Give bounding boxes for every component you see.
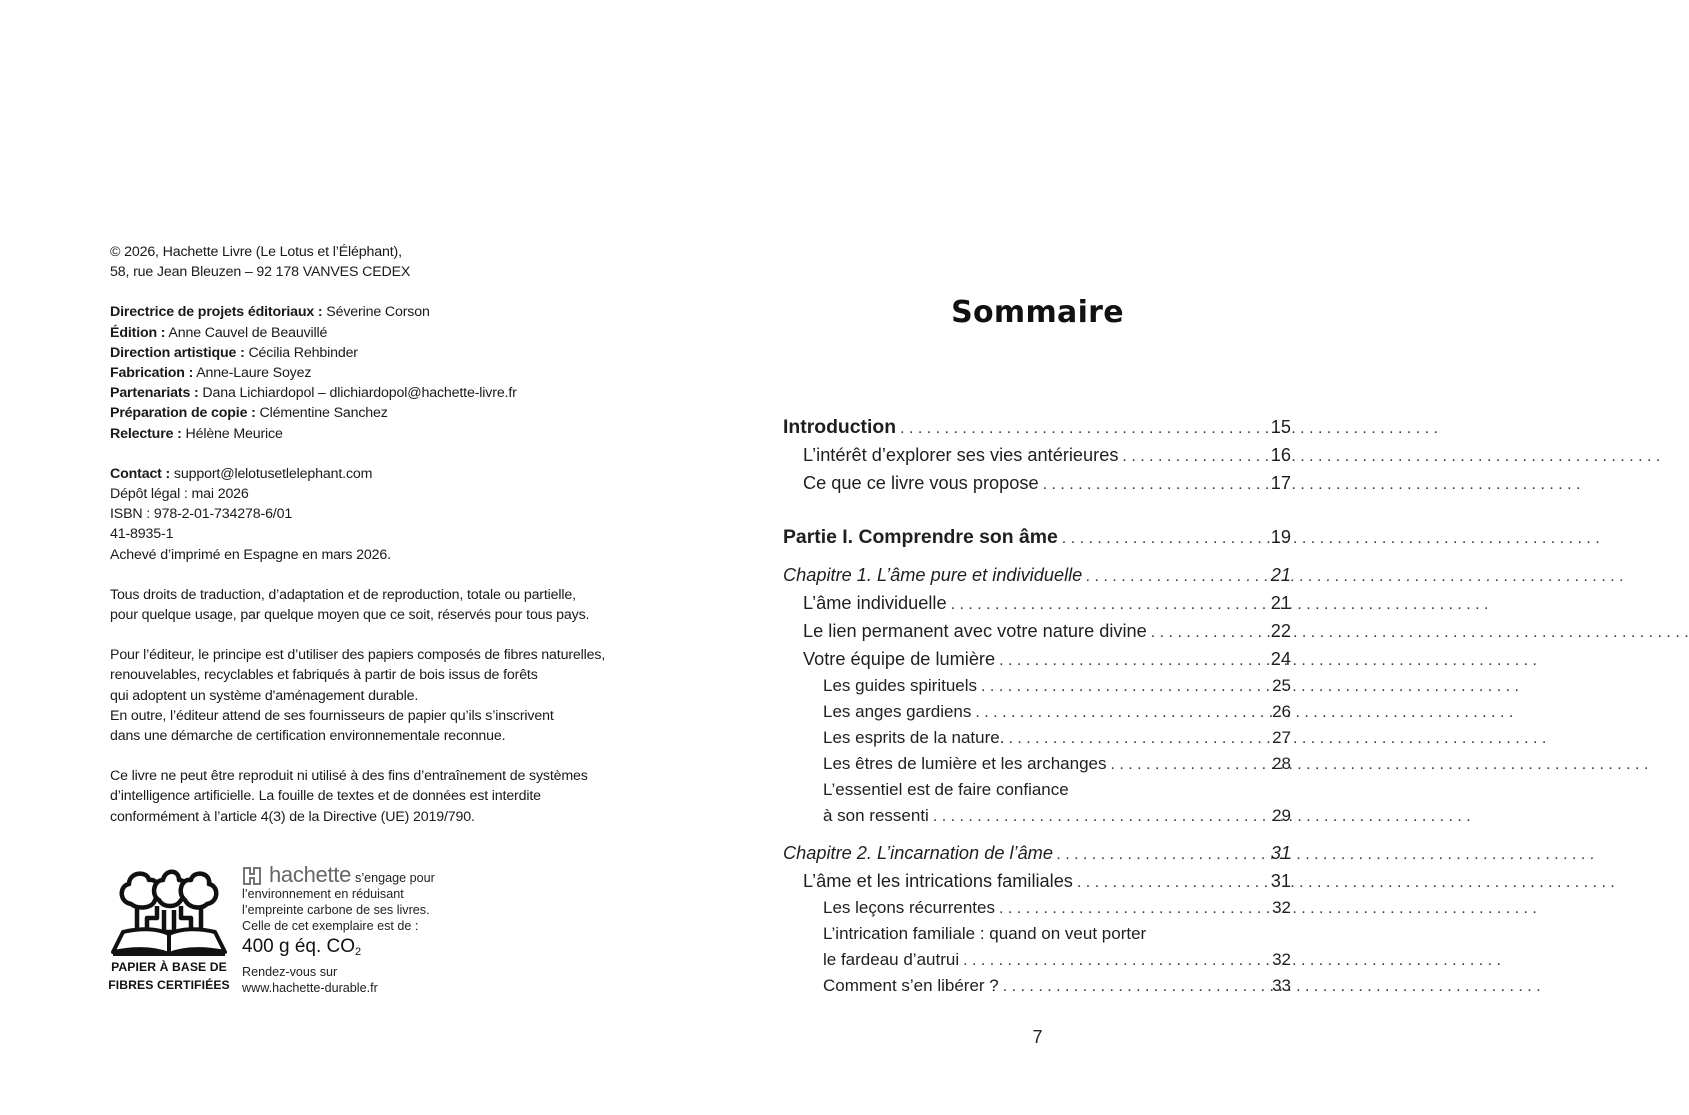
toc-entry-title: le fardeau d’autrui [823, 950, 960, 969]
credit-name: Anne Cauvel de Beauvillé [165, 324, 328, 341]
toc-spacer [783, 829, 1291, 839]
toc-entry[interactable] [783, 725, 1291, 751]
toc-entry[interactable] [783, 803, 1291, 829]
contact-line [110, 464, 630, 484]
credit-line [110, 363, 630, 383]
rights-block [110, 585, 630, 625]
isbn: ISBN : 978-2-01-734278-6/01 [110, 506, 293, 523]
co2-subscript: 2 [355, 945, 362, 958]
legal-block [110, 464, 630, 565]
credit-role: Directrice de projets éditoriaux : [110, 304, 323, 321]
address-line: 58, rue Jean Bleuzen – 92 178 VANVES CEDEX [110, 264, 411, 281]
dot-leader [933, 804, 1471, 830]
legal-deposit: Dépôt légal : mai 2026 [110, 486, 249, 503]
visit-line: Rendez-vous sur [242, 964, 338, 979]
toc-entry-page: 17 [1270, 473, 1291, 493]
credit-role: Partenariats : [110, 385, 199, 402]
dot-leader [1122, 443, 1660, 471]
credit-role: Direction artistique : [110, 344, 245, 361]
dot-leader [1057, 841, 1595, 869]
toc-entry-title: à son ressenti [823, 806, 929, 825]
co2-amount: 400 g éq. CO [242, 935, 356, 957]
credit-name: Hélène Meurice [181, 425, 283, 442]
certified-paper-label-2: FIBRES CERTIFIÉES [108, 977, 230, 992]
toc-entry-page: 27 [1272, 728, 1291, 747]
toc-entry[interactable] [783, 469, 1291, 497]
paper-policy-line: renouvelables, recyclables et fabriqués à partir de bois issus de forêts [110, 667, 538, 684]
hachette-logo-icon [242, 866, 262, 886]
hachette-durable-link: www.hachette-durable.fr [242, 980, 378, 995]
table-of-contents [783, 413, 1291, 999]
toc-entry[interactable] [783, 751, 1291, 777]
dot-leader [1043, 471, 1581, 499]
carbon-line: l’environnement en réduisant [242, 887, 404, 901]
toc-spacer [783, 497, 1291, 523]
credit-name: Anne-Laure Soyez [193, 365, 312, 382]
toc-entry[interactable] [783, 441, 1291, 469]
toc-entry[interactable] [783, 561, 1291, 589]
dot-leader [981, 674, 1519, 700]
credit-line [110, 403, 630, 423]
toc-entry[interactable] [783, 589, 1291, 617]
paper-policy-line: Pour l’éditeur, le principe est d’utiliser des papiers composés de fibres naturelles, [110, 647, 606, 664]
paper-policy-block [110, 645, 630, 746]
credit-name: Clémentine Sanchez [255, 405, 388, 422]
ai-notice-line: Ce livre ne peut être reproduit ni utilisé à des fins d’entraînement de systèmes [110, 768, 588, 785]
credit-line [110, 383, 630, 403]
toc-entry-page: 25 [1272, 676, 1291, 695]
toc-entry-page: 21 [1270, 593, 1291, 613]
toc-entry[interactable] [783, 523, 1291, 551]
rights-line: pour quelque usage, par quelque moyen que ce soit, réservés pour tous pays. [110, 607, 590, 624]
hachette-brand-row [242, 864, 472, 886]
toc-entry-page: 22 [1270, 621, 1291, 641]
paper-policy-line: qui adoptent un système d'aménagement durable. [110, 687, 419, 704]
toc-entry-title: L’âme individuelle [803, 593, 947, 613]
dot-leader [975, 700, 1513, 726]
ai-notice-block [110, 766, 630, 827]
credit-line [110, 302, 630, 322]
colophon [110, 242, 630, 847]
credit-role: Édition : [110, 324, 166, 341]
co2-value [242, 935, 472, 964]
toc-entry-title: L’intérêt d’explorer ses vies antérieures [803, 445, 1119, 465]
toc-entry-page: 31 [1270, 843, 1291, 863]
toc-entry-page: 32 [1272, 898, 1291, 917]
dot-leader [900, 415, 1438, 443]
toc-entry-title: Ce que ce livre vous propose [803, 473, 1039, 493]
certified-paper-badge [108, 866, 230, 993]
toc-entry[interactable] [783, 895, 1291, 921]
toc-entry-page: 31 [1270, 871, 1291, 891]
credit-line [110, 323, 630, 343]
toc-entry-title: Introduction [783, 416, 897, 438]
ai-notice-line: d’intelligence artificielle. La fouille de textes et de données est interdite [110, 788, 541, 805]
credit-name: Dana Lichiardopol – dlichiardopol@hachette-livre.fr [198, 385, 517, 402]
toc-entry-title: L’essentiel est de faire confiance [823, 780, 1069, 799]
credits-block [110, 302, 630, 443]
dot-leader [963, 948, 1501, 974]
credit-name: Cécilia Rehbinder [244, 344, 358, 361]
toc-entry-title: Les guides spirituels [823, 676, 978, 695]
paper-policy-line: dans une démarche de certification environnementale reconnue. [110, 728, 506, 745]
rights-line: Tous droits de traduction, d’adaptation et de reproduction, totale ou partielle, [110, 586, 576, 603]
paper-policy-line: En outre, l’éditeur attend de ses fournisseurs de papier qu’ils s’inscrivent [110, 707, 554, 724]
toc-entry-title: Chapitre 2. L’incarnation de l’âme [783, 843, 1053, 863]
carbon-line: Celle de cet exemplaire est de : [242, 919, 419, 934]
dot-leader [1062, 525, 1600, 553]
toc-entry[interactable] [783, 413, 1291, 441]
dot-leader [1077, 869, 1615, 897]
toc-entry[interactable] [783, 973, 1291, 999]
toc-entry[interactable] [783, 867, 1291, 895]
ai-notice-line: conformément à l’article 4(3) de la Directive (UE) 2019/790. [110, 808, 475, 825]
toc-entry-title: Comment s’en libérer ? [823, 976, 999, 995]
page-number: 7 [1032, 1027, 1043, 1047]
toc-entry-page: 24 [1270, 649, 1291, 669]
contact-label: Contact : [110, 465, 171, 482]
toc-entry-page: 33 [1272, 976, 1291, 995]
toc-entry-title: Partie I. Comprendre son âme [783, 526, 1058, 548]
trees-book-icon [109, 866, 229, 958]
toc-entry[interactable] [783, 617, 1291, 645]
copyright-line: © 2026, Hachette Livre (Le Lotus et l’Éléphant), [110, 244, 402, 260]
toc-entry-title: L’intrication familiale : quand on veut porter [823, 924, 1147, 943]
hachette-wordmark: hachette [269, 862, 352, 887]
toc-entry[interactable] [783, 673, 1291, 699]
toc-entry-title: Les esprits de la nature. [823, 728, 1005, 747]
toc-entry-page: 21 [1270, 565, 1291, 585]
print-code: 41-8935-1 [110, 526, 174, 543]
toc-entry-page: 19 [1270, 527, 1291, 547]
dot-leader [1151, 619, 1689, 647]
toc-entry-title: Les leçons récurrentes [823, 898, 995, 917]
hachette-carbon-notice [242, 864, 472, 996]
toc-entry-title: Votre équipe de lumière [803, 649, 996, 669]
toc-entry-page: 15 [1270, 417, 1291, 437]
credit-role: Fabrication : [110, 365, 194, 382]
toc-entry-title: Les anges gardiens [823, 702, 972, 721]
toc-entry[interactable] [783, 921, 1291, 947]
credit-role: Relecture : [110, 425, 182, 442]
toc-entry[interactable] [783, 699, 1291, 725]
dot-leader [1111, 752, 1649, 778]
toc-entry[interactable] [783, 777, 1291, 803]
printing-info: Achevé d’imprimé en Espagne en mars 2026. [110, 546, 391, 563]
toc-entry-title: Les êtres de lumière et les archanges [823, 754, 1107, 773]
credit-name: Séverine Corson [322, 304, 430, 321]
dot-leader [999, 896, 1537, 922]
toc-entry-title: Chapitre 1. L’âme pure et individuelle [783, 565, 1083, 585]
dot-leader [951, 591, 1489, 619]
toc-entry-page: 16 [1270, 445, 1291, 465]
toc-entry-page: 26 [1272, 702, 1291, 721]
toc-entry[interactable] [783, 645, 1291, 673]
hachette-tagline: s’engage pour [355, 871, 435, 885]
contact-email: support@lelotusetlelephant.com [170, 465, 373, 482]
eco-footer [108, 862, 468, 1001]
page-title: Sommaire [951, 295, 1124, 330]
toc-entry[interactable] [783, 839, 1291, 867]
toc-entry-page: 32 [1272, 950, 1291, 969]
toc-entry[interactable] [783, 947, 1291, 973]
credit-line [110, 343, 630, 363]
copyright-block [110, 242, 630, 282]
certified-paper-label-1: PAPIER À BASE DE [111, 960, 227, 974]
dot-leader [999, 647, 1537, 675]
toc-entry-page: 29 [1272, 806, 1291, 825]
credit-line [110, 424, 630, 444]
credit-role: Préparation de copie : [110, 405, 256, 422]
toc-entry-page: 28 [1272, 754, 1291, 773]
toc-entry-title: L’âme et les intrications familiales [803, 871, 1073, 891]
toc-entry-title: Le lien permanent avec votre nature divine [803, 621, 1147, 641]
dot-leader [1086, 563, 1624, 591]
carbon-line: l’empreinte carbone de ses livres. [242, 903, 430, 918]
